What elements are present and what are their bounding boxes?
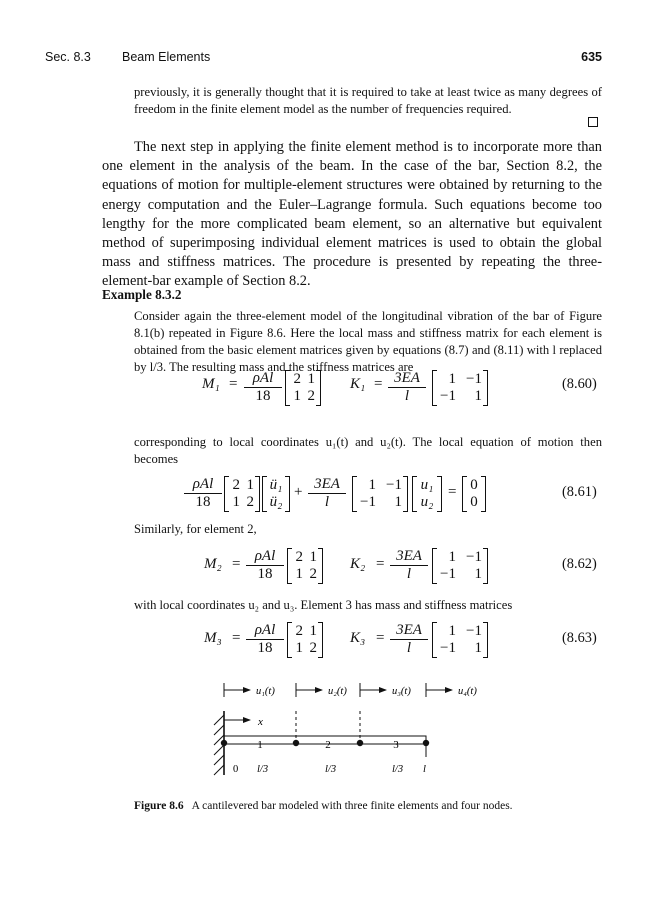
mass-coef-num: ρAl: [184, 476, 222, 494]
example-paragraph-3: Similarly, for element 2,: [134, 522, 257, 536]
equals-sign: =: [374, 376, 383, 392]
matrix-cell: 1: [232, 494, 240, 510]
equals-sign: =: [232, 556, 241, 572]
mass-symbol: M₂: [204, 556, 222, 572]
mass-coef-den: 18: [195, 494, 211, 510]
matrix-cell: 1: [448, 623, 456, 639]
matrix-cell: −1: [440, 388, 456, 404]
mass-coef-num: ρAl: [246, 622, 284, 640]
matrix-cell: 2: [232, 477, 240, 493]
x-axis-label: x: [258, 716, 263, 728]
stiff-coef-den: l: [406, 640, 412, 656]
vector-cell: ü₂: [269, 494, 283, 510]
stiffness-coefficient: [390, 622, 428, 657]
stiffness-coefficient: [308, 476, 346, 511]
displacement-vector: [412, 476, 442, 512]
node-3: [357, 740, 363, 746]
stiffness-matrix: [432, 370, 488, 406]
stiffness-matrix: [432, 548, 488, 584]
matrix-cell: 1: [474, 566, 482, 582]
stiff-coef-num: 3EA: [390, 622, 428, 640]
intro-paragraph: previously, it is generally thought that it is required to take at least twice as many degrees of freedom in the finite element model as the number of frequencies required.: [134, 85, 602, 116]
matrix-cell: 1: [307, 371, 315, 387]
vector-cell: u₁: [420, 477, 434, 493]
mass-matrix: [287, 622, 323, 658]
equals-sign: =: [448, 484, 457, 500]
equation-8-60: [0, 370, 647, 410]
matrix-cell: 1: [295, 566, 303, 582]
node-1: [221, 740, 227, 746]
matrix-cell: 1: [309, 549, 317, 565]
position-label: 0: [233, 764, 239, 775]
stiffness-matrix: [352, 476, 408, 512]
x-axis-arrow: [224, 716, 263, 728]
vector-cell: 0: [470, 494, 478, 510]
element-number: 2: [325, 739, 331, 751]
equals-sign: =: [376, 556, 385, 572]
mass-coefficient: [244, 370, 282, 405]
equation-number: (8.63): [562, 630, 597, 646]
caption-text: A cantilevered bar modeled with three finite elements and four nodes.: [191, 800, 513, 812]
equation-number: (8.60): [562, 376, 597, 392]
mass-symbol: M₁: [202, 376, 220, 392]
mass-coefficient: [246, 622, 284, 657]
matrix-cell: 2: [246, 494, 254, 510]
section-label: Sec. 8.3: [45, 50, 91, 64]
equals-sign: =: [376, 630, 385, 646]
mass-symbol: M₃: [204, 630, 222, 646]
stiffness-matrix: [432, 622, 488, 658]
matrix-cell: 2: [307, 388, 315, 404]
example-paragraph-4: with local coordinates u₂ and u₃. Element 3 has mass and stiffness matrices: [134, 598, 513, 612]
stiff-coef-den: l: [324, 494, 330, 510]
plus-sign: +: [294, 484, 303, 500]
figure-caption: [134, 800, 513, 812]
example-heading: Example 8.3.2: [102, 287, 182, 302]
running-title: Beam Elements: [122, 50, 211, 64]
equation-number: (8.62): [562, 556, 597, 572]
mass-coef-num: ρAl: [244, 370, 282, 388]
main-paragraph: The next step in applying the finite element method is to incorporate more than one element in the analysis of the beam. In the case of the bar, Section 8.2, the equations of motion for multiple-element structures were obtained by returning to the energy computation and the Euler–Lagrange formula. Such equations become too lengthy for the more complicated beam element, so an alternative but equivalent method of superimposing individual element matrices is used to obtain the global mass and stiffness matrices. The procedure is presented by repeating the three-element-bar example of Section 8.2.: [102, 139, 602, 290]
example-paragraph-1: Consider again the three-element model of the longitudinal vibration of the bar of Figure 8.1(b) repeated in Figure 8.6. Here the local mass and stiffness matrix for each element is obtained from the basic element matrices given by equations (8.7) and (8.11) with l replaced by l/3. The resulting mass and the stiffness matrices are: [134, 309, 602, 374]
matrix-cell: 1: [309, 623, 317, 639]
mass-coef-den: 18: [255, 388, 271, 404]
example-paragraph-2: corresponding to local coordinates u₁(t) and u₂(t). The local equation of motion then becomes: [134, 435, 602, 466]
mass-coef-den: 18: [257, 640, 273, 656]
displacement-arrow-3: [360, 683, 411, 697]
u3-label: u₃(t): [392, 686, 411, 697]
equation-number: (8.61): [562, 484, 597, 500]
matrix-cell: −1: [386, 477, 402, 493]
matrix-cell: 1: [474, 640, 482, 656]
stiff-coef-den: l: [404, 388, 410, 404]
matrix-cell: 2: [295, 549, 303, 565]
mass-coef-num: ρAl: [246, 548, 284, 566]
equals-sign: =: [229, 376, 238, 392]
matrix-cell: 1: [394, 494, 402, 510]
matrix-cell: 2: [309, 640, 317, 656]
mass-matrix: [285, 370, 321, 406]
matrix-cell: 1: [448, 549, 456, 565]
stiff-coef-num: 3EA: [388, 370, 426, 388]
u1-label: u₁(t): [256, 686, 275, 697]
u2-label: u₂(t): [328, 686, 347, 697]
zero-vector: [462, 476, 486, 512]
mass-coefficient: [246, 548, 284, 583]
matrix-cell: 2: [295, 623, 303, 639]
matrix-cell: 1: [246, 477, 254, 493]
stiffness-symbol: K₃: [350, 630, 366, 646]
equation-8-63: [0, 622, 647, 662]
mass-coef-den: 18: [257, 566, 273, 582]
stiffness-coefficient: [388, 370, 426, 405]
acceleration-vector: [262, 476, 290, 512]
matrix-cell: −1: [466, 623, 482, 639]
stiffness-symbol: K₂: [350, 556, 366, 572]
matrix-cell: 2: [309, 566, 317, 582]
vector-cell: 0: [470, 477, 478, 493]
displacement-arrow-1: [224, 683, 275, 697]
displacement-arrow-2: [296, 683, 347, 697]
matrix-cell: −1: [466, 549, 482, 565]
stiffness-symbol: K₁: [350, 376, 366, 392]
vector-cell: ü₁: [269, 477, 283, 493]
stiff-coef-den: l: [406, 566, 412, 582]
matrix-cell: −1: [360, 494, 376, 510]
caption-label: Figure 8.6: [134, 800, 184, 812]
end-of-example-mark: [588, 117, 598, 127]
mass-matrix: [287, 548, 323, 584]
node-2: [293, 740, 299, 746]
stiff-coef-num: 3EA: [390, 548, 428, 566]
element-number: 1: [257, 739, 263, 751]
mass-matrix: [224, 476, 260, 512]
matrix-cell: 1: [293, 388, 301, 404]
page-number: 635: [581, 50, 602, 64]
matrix-cell: −1: [440, 640, 456, 656]
matrix-cell: 1: [448, 371, 456, 387]
u4-label: u₄(t): [458, 686, 477, 697]
matrix-cell: −1: [466, 371, 482, 387]
position-label: l: [423, 764, 426, 775]
equation-8-62: [0, 548, 647, 588]
element-number: 3: [393, 739, 399, 751]
matrix-cell: 2: [293, 371, 301, 387]
matrix-cell: 1: [368, 477, 376, 493]
vector-cell: u₂: [420, 494, 434, 510]
position-label: l/3: [257, 764, 269, 775]
displacement-arrow-4: [426, 683, 477, 697]
equation-8-61: [0, 476, 647, 516]
stiffness-coefficient: [390, 548, 428, 583]
position-label: l/3: [392, 764, 404, 775]
matrix-cell: −1: [440, 566, 456, 582]
position-label: l/3: [325, 764, 337, 775]
matrix-cell: 1: [474, 388, 482, 404]
equals-sign: =: [232, 630, 241, 646]
stiff-coef-num: 3EA: [308, 476, 346, 494]
matrix-cell: 1: [295, 640, 303, 656]
mass-coefficient: [184, 476, 222, 511]
cantilever-bar-figure: [0, 675, 647, 790]
